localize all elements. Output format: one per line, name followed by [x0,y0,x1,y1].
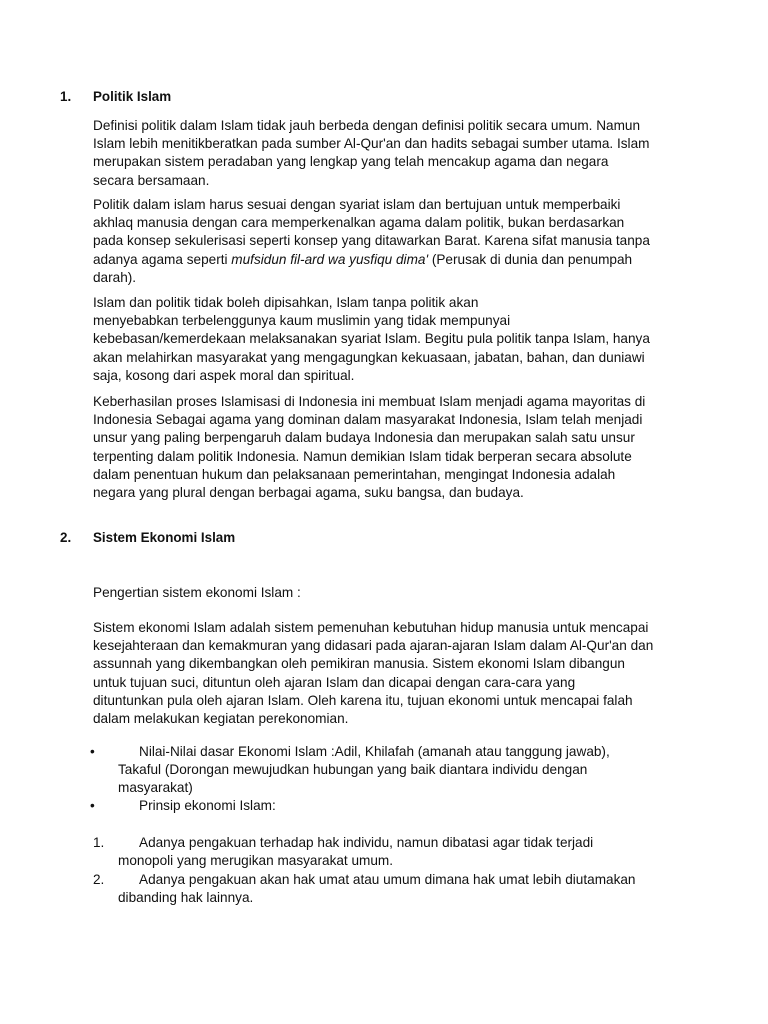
section-2-number: 2. [60,530,72,545]
paragraph-islamisasi [93,393,693,502]
paragraph-islam-dan-politik [93,294,693,385]
paragraph-line: untuk tujuan suci, dituntun oleh ajaran Islam dan dicapai dengan cara-cara yang [93,674,576,690]
paragraph-line: Keberhasilan proses Islamisasi di Indonesia ini membuat Islam menjadi agama mayoritas di [93,394,646,409]
paragraph-line: Definisi politik dalam Islam tidak jauh berbeda dengan definisi politik secara umum. Namun [93,118,641,133]
bullet-marker: • [90,744,95,759]
list-item-line: Nilai-Nilai dasar Ekonomi Islam :Adil, Khilafah (amanah atau tanggung jawab), [139,744,610,759]
section-1-number: 1. [60,89,72,104]
paragraph-line: akan melahirkan masyarakat yang mengagungkan kekuasaan, jabatan, bahan, dan duniawi [93,349,645,365]
subheading-pengertian [93,584,693,602]
paragraph-line: Sistem ekonomi Islam adalah sistem pemenuhan kebutuhan hidup manusia untuk mencapai [93,620,649,635]
section-2-title: Sistem Ekonomi Islam [93,530,236,545]
section-2-heading [60,529,235,547]
paragraph-line: Politik dalam islam harus sesuai dengan syariat islam dan bertujuan untuk memperbaiki [93,197,621,212]
paragraph-line: akhlaq manusia dengan cara memperkenalkan agama dalam politik, bukan berdasarkan [93,215,625,231]
paragraph-definition [93,117,693,190]
paragraph-politik-dalam-islam [93,196,693,287]
list-item-line: Prinsip ekonomi Islam: [139,798,276,813]
paragraph-line: saja, kosong dari aspek moral dan spiritual. [93,367,355,383]
paragraph-line: Islam dan politik tidak boleh dipisahkan, Islam tanpa politik akan [93,295,479,310]
paragraph-line: kebebasan/kemerdekaan melaksanakan syariat Islam. Begitu pula politik tanpa Islam, hanya [93,331,650,347]
number-marker: 1. [93,835,105,850]
paragraph-line: darah). [93,269,137,285]
numbered-item-2 [93,871,693,907]
list-item-line: dibanding hak lainnya. [118,890,254,906]
italic-phrase: mufsidun fil-ard wa yusfiqu dima' [231,251,429,267]
paragraph-sistem-ekonomi [93,619,693,728]
paragraph-line: Indonesia Sebagai agama yang dominan dalam masyarakat Indonesia, Islam telah menjadi [93,412,643,428]
paragraph-line: unsur yang paling berpengaruh dalam budaya Indonesia dan merupakan salah satu unsur [93,430,635,446]
paragraph-line: Islam lebih menitikberatkan pada sumber Al-Qur'an dan hadits sebagai sumber utama. Islam [93,136,650,152]
list-item-line: masyarakat) [118,780,193,796]
subheading-text: Pengertian sistem ekonomi Islam : [93,585,301,600]
paragraph-line: negara yang plural dengan berbagai agama, suku bangsa, dan budaya. [93,485,524,501]
paragraph-line: kesejahteraan dan kemakmuran yang didasari pada ajaran-ajaran Islam dalam Al-Qur'an dan [93,638,654,654]
paragraph-line: dalam melakukan kegiatan perekonomian. [93,711,349,727]
section-1-title: Politik Islam [93,89,172,104]
list-item-line: Takaful (Dorongan mewujudkan hubungan yang baik diantara individu dengan [118,762,588,778]
section-1-heading [60,88,171,106]
list-item-line: Adanya pengakuan terhadap hak individu, namun dibatasi agar tidak terjadi [139,835,594,850]
number-marker: 2. [93,872,105,887]
italic-prefix: adanya agama seperti [93,251,232,267]
bullet-item-nilai-dasar [90,743,693,798]
paragraph-line-italic [93,251,693,269]
paragraph-line: menyebabkan terbelenggunya kaum muslimin yang tidak mempunyai [93,313,511,329]
bullet-marker: • [90,798,95,813]
paragraph-line: pada konsep sekulerisasi seperti konsep yang ditawarkan Barat. Karena sifat manusia tanpa [93,233,650,249]
paragraph-line: assunnah yang dikembangkan oleh pemikiran manusia. Sistem ekonomi Islam dibangun [93,656,625,672]
paragraph-line: secara bersamaan. [93,172,210,188]
paragraph-line: merupakan sistem peradaban yang lengkap yang telah mencakup agama dan negara [93,154,609,170]
paragraph-line: terpenting dalam politik Indonesia. Namun demikian Islam tidak berperan secara absolute [93,448,632,464]
italic-suffix: (Perusak di dunia dan penumpah [428,251,633,267]
paragraph-line: dituntunkan pula oleh ajaran Islam. Oleh karena itu, tujuan ekonomi untuk mencapai falah [93,692,633,708]
list-item-line: Adanya pengakuan akan hak umat atau umum dimana hak umat lebih diutamakan [139,872,636,887]
paragraph-line: dalam penentuan hukum dan pelaksanaan pemerintahan, mengingat Indonesia adalah [93,466,616,482]
bullet-item-prinsip [90,797,693,815]
numbered-item-1 [93,834,693,870]
list-item-line: monopoli yang merugikan masyarakat umum. [118,853,394,869]
